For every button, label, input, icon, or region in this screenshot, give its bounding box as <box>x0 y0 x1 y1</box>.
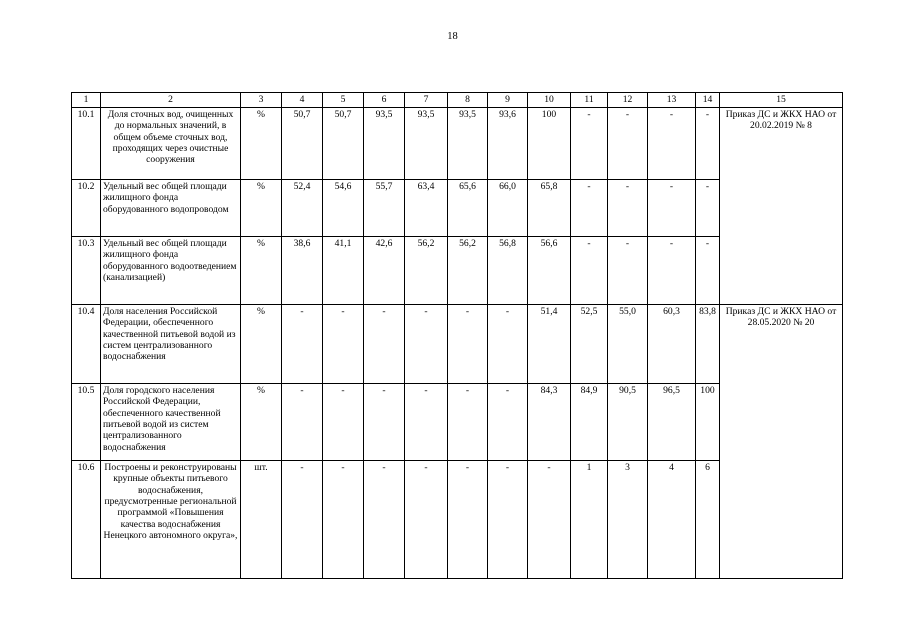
value-cell: - <box>282 305 323 384</box>
unit-cell: шт. <box>241 461 282 579</box>
value-cell: 63,4 <box>405 180 448 237</box>
value-cell: - <box>608 180 648 237</box>
value-cell: 56,6 <box>528 237 571 305</box>
value-cell: 55,7 <box>364 180 405 237</box>
header-cell: 1 <box>72 93 101 108</box>
value-cell: 65,6 <box>448 180 488 237</box>
value-cell: 50,7 <box>323 108 364 180</box>
value-cell: - <box>364 461 405 579</box>
value-cell: - <box>528 461 571 579</box>
value-cell: 84,3 <box>528 384 571 461</box>
header-cell: 3 <box>241 93 282 108</box>
value-cell: - <box>364 305 405 384</box>
header-cell: 15 <box>720 93 843 108</box>
value-cell: - <box>571 180 608 237</box>
value-cell: 4 <box>648 461 696 579</box>
header-cell: 12 <box>608 93 648 108</box>
row-number: 10.5 <box>72 384 101 461</box>
value-cell: - <box>648 108 696 180</box>
table-row <box>72 108 843 180</box>
value-cell: - <box>448 305 488 384</box>
value-cell: - <box>696 237 720 305</box>
header-cell: 4 <box>282 93 323 108</box>
value-cell: - <box>448 461 488 579</box>
value-cell: 1 <box>571 461 608 579</box>
source-cell: Приказ ДС и ЖКХ НАО от 28.05.2020 № 20 <box>720 305 843 579</box>
header-cell: 6 <box>364 93 405 108</box>
value-cell: - <box>488 384 528 461</box>
value-cell: 42,6 <box>364 237 405 305</box>
indicators-table <box>71 92 843 579</box>
value-cell: 84,9 <box>571 384 608 461</box>
value-cell: 60,3 <box>648 305 696 384</box>
value-cell: 93,6 <box>488 108 528 180</box>
header-row <box>72 93 843 108</box>
value-cell: 96,5 <box>648 384 696 461</box>
header-cell: 11 <box>571 93 608 108</box>
value-cell: - <box>323 384 364 461</box>
source-cell: Приказ ДС и ЖКХ НАО от 20.02.2019 № 8 <box>720 108 843 305</box>
value-cell: - <box>648 180 696 237</box>
value-cell: 38,6 <box>282 237 323 305</box>
value-cell: - <box>448 384 488 461</box>
header-cell: 14 <box>696 93 720 108</box>
row-number: 10.1 <box>72 108 101 180</box>
indicator-name: Доля сточных вод, очищенных до нормальных значений, в общем объеме сточных вод, проходящих через очистные сооружения <box>101 108 241 180</box>
value-cell: - <box>405 305 448 384</box>
value-cell: - <box>696 180 720 237</box>
value-cell: 55,0 <box>608 305 648 384</box>
value-cell: - <box>571 108 608 180</box>
value-cell: 93,5 <box>364 108 405 180</box>
value-cell: 54,6 <box>323 180 364 237</box>
row-number: 10.4 <box>72 305 101 384</box>
value-cell: - <box>323 461 364 579</box>
header-cell: 13 <box>648 93 696 108</box>
value-cell: 90,5 <box>608 384 648 461</box>
value-cell: - <box>364 384 405 461</box>
value-cell: 52,4 <box>282 180 323 237</box>
value-cell: 3 <box>608 461 648 579</box>
value-cell: - <box>488 461 528 579</box>
value-cell: - <box>648 237 696 305</box>
value-cell: - <box>608 237 648 305</box>
value-cell: 100 <box>696 384 720 461</box>
value-cell: - <box>323 305 364 384</box>
indicator-name: Удельный вес общей площади жилищного фонда оборудованного водопроводом <box>101 180 241 237</box>
indicator-name: Доля населения Российской Федерации, обеспеченного качественной питьевой водой из систем централизованного водоснабжения <box>101 305 241 384</box>
page-number: 18 <box>447 31 458 42</box>
unit-cell: % <box>241 180 282 237</box>
header-cell: 2 <box>101 93 241 108</box>
indicator-name: Доля городского населения Российской Федерации, обеспеченного качественной питьевой водой из систем централизованного водоснабжения <box>101 384 241 461</box>
value-cell: 83,8 <box>696 305 720 384</box>
value-cell: 56,8 <box>488 237 528 305</box>
value-cell: 50,7 <box>282 108 323 180</box>
value-cell: 93,5 <box>405 108 448 180</box>
unit-cell: % <box>241 384 282 461</box>
unit-cell: % <box>241 305 282 384</box>
value-cell: 100 <box>528 108 571 180</box>
value-cell: - <box>488 305 528 384</box>
row-number: 10.6 <box>72 461 101 579</box>
indicator-name: Удельный вес общей площади жилищного фонда оборудованного водоотведением (канализацией) <box>101 237 241 305</box>
header-cell: 7 <box>405 93 448 108</box>
header-cell: 9 <box>488 93 528 108</box>
table-row <box>72 305 843 384</box>
value-cell: 6 <box>696 461 720 579</box>
value-cell: 41,1 <box>323 237 364 305</box>
value-cell: - <box>571 237 608 305</box>
header-cell: 10 <box>528 93 571 108</box>
value-cell: 52,5 <box>571 305 608 384</box>
unit-cell: % <box>241 108 282 180</box>
value-cell: 51,4 <box>528 305 571 384</box>
value-cell: - <box>282 461 323 579</box>
value-cell: 56,2 <box>448 237 488 305</box>
value-cell: 93,5 <box>448 108 488 180</box>
value-cell: - <box>282 384 323 461</box>
unit-cell: % <box>241 237 282 305</box>
value-cell: - <box>405 461 448 579</box>
value-cell: - <box>405 384 448 461</box>
indicator-name: Построены и реконструированы крупные объекты питьевого водоснабжения, предусмотренные региональной программой «Повышения качества водоснабжения Ненецкого автономного округа», <box>101 461 241 579</box>
value-cell: - <box>696 108 720 180</box>
header-cell: 8 <box>448 93 488 108</box>
value-cell: 65,8 <box>528 180 571 237</box>
value-cell: 66,0 <box>488 180 528 237</box>
header-cell: 5 <box>323 93 364 108</box>
row-number: 10.2 <box>72 180 101 237</box>
value-cell: - <box>608 108 648 180</box>
row-number: 10.3 <box>72 237 101 305</box>
value-cell: 56,2 <box>405 237 448 305</box>
